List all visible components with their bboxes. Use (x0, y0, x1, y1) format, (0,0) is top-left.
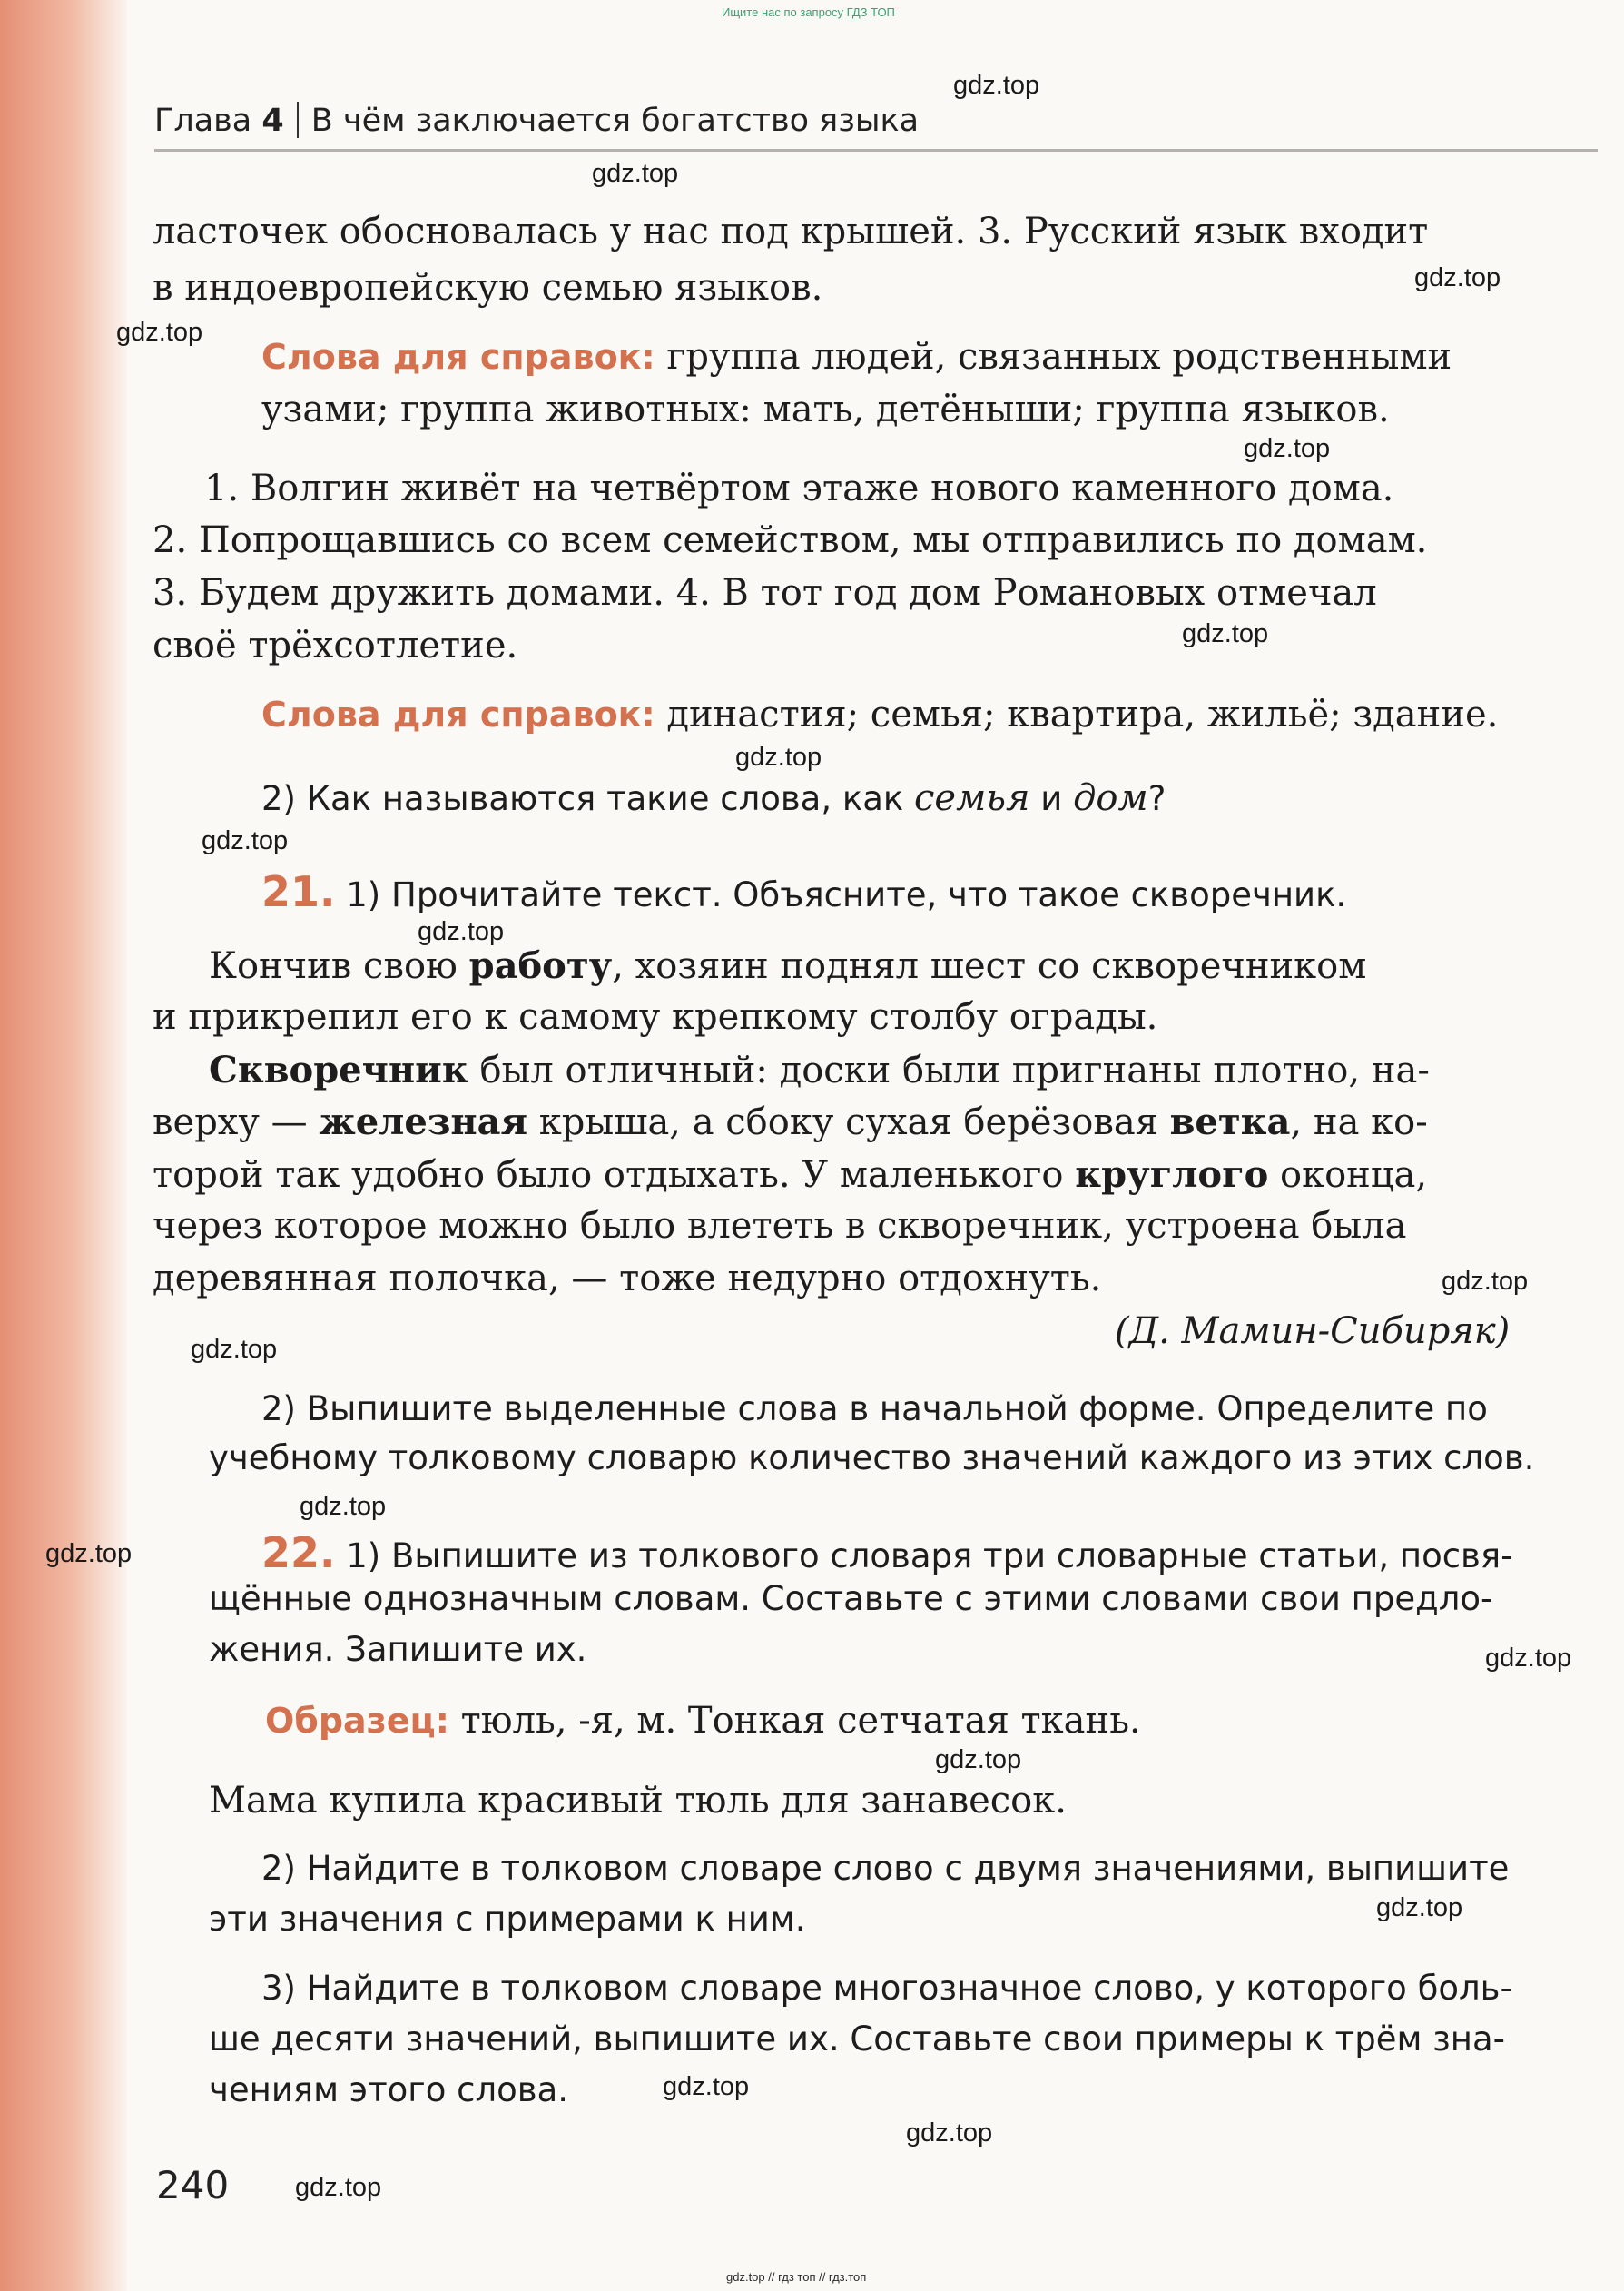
highlighted-word: работу (468, 944, 613, 987)
task-line: 2) Выпишите выделенные слова в начальной форме. Определите по (261, 1389, 1488, 1428)
task-line: 3) Найдите в толковом словаре многозначное слово, у которого боль- (261, 1969, 1512, 2008)
text-span: оконца, (1268, 1154, 1428, 1196)
task-line: щённые однозначным словам. Составьте с этими словами свои предло- (209, 1579, 1493, 1618)
exercise-number: 21. (261, 867, 336, 916)
chapter-label: Глава (154, 103, 252, 139)
text-line: 2. Попрощавшись со всем семейством, мы отправились по домам. (153, 519, 1428, 561)
exercise-22-task (261, 1528, 1512, 1577)
highlighted-word: железная (319, 1101, 528, 1143)
text-span: Кончив свою (209, 945, 469, 987)
text-line: 1. Волгин живёт на четвёртом этаже нового каменного дома. (204, 468, 1394, 509)
task-text: и (1029, 779, 1074, 818)
task-line: учебному толковому словарю количество значений каждого из этих слов. (209, 1438, 1535, 1477)
reference-text: династия; семья; квартира, жильё; здание. (655, 694, 1499, 736)
highlighted-word: ветка (1169, 1101, 1291, 1143)
text-line: Мама купила красивый тюль для занавесок. (209, 1780, 1067, 1822)
header-divider (154, 149, 1598, 152)
watermark: gdz.top (592, 159, 679, 188)
text-line (209, 944, 1366, 987)
text-line (153, 1153, 1427, 1196)
task-word: семья (914, 777, 1030, 819)
task-text: 2) Как называются такие слова, как (261, 779, 914, 818)
watermark: gdz.top (1182, 619, 1269, 648)
text-line: в индоевропейскую семью языков. (153, 267, 823, 309)
reference-words (261, 694, 1498, 736)
text-span: , на ко- (1290, 1101, 1428, 1143)
watermark: gdz.top (1244, 434, 1331, 463)
watermark: gdz.top (906, 2118, 993, 2148)
text-span: крыша, а сбоку сухая берёзовая (527, 1101, 1170, 1143)
task-line: эти значения с примерами к ним. (209, 1900, 806, 1939)
watermark: gdz.top (45, 1539, 133, 1568)
watermark: gdz.top (295, 2173, 382, 2202)
task-line: ше десяти значений, выпишите их. Составьте свои примеры к трём зна- (209, 2019, 1506, 2059)
watermark: gdz.top (953, 71, 1040, 100)
watermark: gdz.top (191, 1335, 278, 1364)
watermark: gdz.top (116, 318, 203, 347)
text-line: 3. Будем дружить домами. 4. В тот год дом Романовых отмечал (153, 572, 1377, 614)
reference-text: группа людей, связанных родственными (655, 336, 1452, 378)
text-line: узами; группа животных: мать, детёныши; группа языков. (261, 389, 1390, 430)
text-line: своё трёхсотлетие. (153, 625, 518, 667)
highlighted-word: Скворечник (209, 1049, 468, 1091)
text-span: был отличный: доски были пригнаны плотно, на- (468, 1050, 1430, 1091)
chapter-number: 4 (261, 103, 284, 139)
watermark: gdz.top (300, 1492, 387, 1521)
reference-words (261, 336, 1452, 378)
page-margin-band (0, 0, 127, 2291)
watermark: gdz.top (202, 826, 289, 855)
header-separator (297, 102, 299, 138)
watermark: gdz.top (1485, 1644, 1572, 1673)
task-text: 1) Выпишите из толкового словаря три словарные статьи, посвя- (335, 1536, 1513, 1575)
watermark: gdz.top (1414, 263, 1501, 292)
reference-label: Слова для справок: (261, 695, 655, 735)
sample (265, 1700, 1141, 1742)
chapter-title: В чём заключается богатство языка (310, 103, 920, 139)
watermark: gdz.top (735, 743, 822, 772)
highlighted-word: круглого (1075, 1153, 1269, 1196)
task-line: 2) Найдите в толковом словаре слово с двумя значениями, выпишите (261, 1849, 1510, 1888)
sample-text: тюль, -я, м. Тонкая сетчатая ткань. (448, 1700, 1141, 1742)
text-line (209, 1049, 1430, 1091)
text-line: ласточек обосновалась у нас под крышей. 3. Русский язык входит (153, 211, 1429, 252)
watermark: gdz.top (1376, 1893, 1463, 1922)
top-banner: Ищите нас по запросу ГДЗ ТОП (722, 5, 895, 19)
reference-label: Слова для справок: (261, 337, 655, 377)
exercise-21-task (261, 867, 1346, 916)
watermark: gdz.top (418, 917, 505, 946)
task-text: ? (1147, 779, 1166, 818)
task-line: чениям этого слова. (209, 2070, 568, 2109)
bottom-banner: gdz.top // гдз топ // гдз.топ (726, 2270, 867, 2284)
text-line: и прикрепил его к самому крепкому столбу ограды. (153, 996, 1158, 1038)
chapter-header (154, 102, 919, 139)
task-word: дом (1073, 777, 1148, 819)
watermark: gdz.top (663, 2072, 750, 2101)
task-line: жения. Запишите их. (209, 1630, 587, 1669)
sample-label: Образец: (265, 1701, 449, 1741)
task-line (261, 777, 1166, 819)
exercise-number: 22. (261, 1528, 336, 1577)
text-line: через которое можно было влететь в скворечник, устроена была (153, 1205, 1407, 1247)
page-number: 240 (156, 2163, 230, 2207)
text-span: , хозяин поднял шест со скворечником (612, 945, 1367, 987)
watermark: gdz.top (1442, 1267, 1529, 1296)
task-text: 1) Прочитайте текст. Объясните, что такое скворечник. (335, 875, 1347, 914)
watermark: gdz.top (935, 1745, 1022, 1774)
text-span: верху — (153, 1101, 320, 1143)
author: (Д. Мамин-Сибиряк) (1115, 1310, 1511, 1352)
text-span: торой так удобно было отдыхать. У маленького (153, 1154, 1076, 1196)
text-line (153, 1101, 1428, 1143)
text-line: деревянная полочка, — тоже недурно отдохнуть. (153, 1258, 1102, 1299)
